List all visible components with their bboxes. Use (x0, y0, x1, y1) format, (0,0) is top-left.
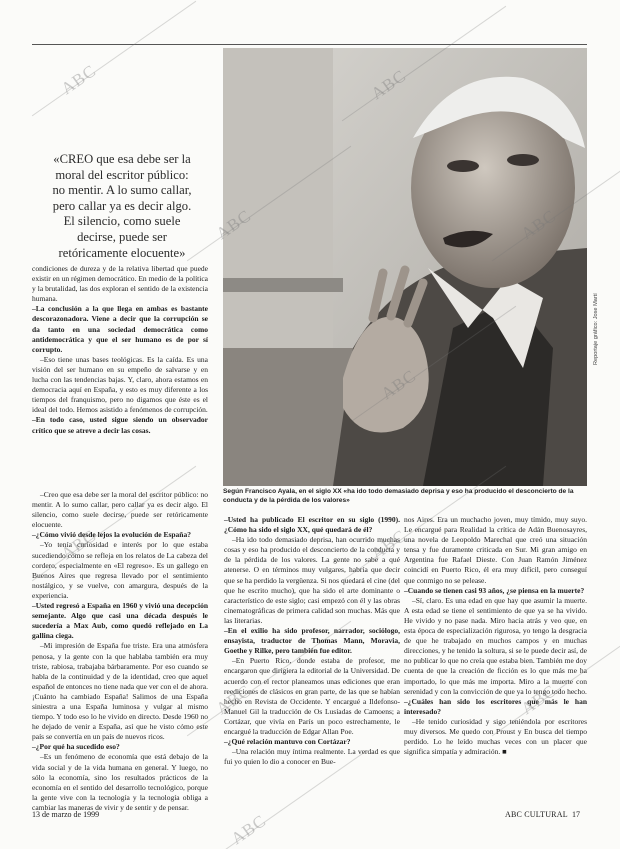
watermark: ABC (57, 525, 100, 564)
publication-name: ABC CULTURAL (505, 810, 568, 819)
watermark: ABC (377, 365, 420, 404)
paragraph: –Ha ido todo demasiado deprisa, han ocurrido muchas cosas y eso ha producido el desconcierto de la conducta y de la pérdida de los valores. La gente no sabe a qué atenerse. O en términos muy vulgares, habría que decir que se ha perdido la vergüenza. Si nos quedará el cine (del que he escrito mucho), que ha sido el arte dominante o característico de este siglo; casi empezó con él y las obras cinematográficas de primera calidad son muchas. Más que las literarias. (224, 535, 400, 625)
watermark: ABC (227, 810, 270, 849)
pull-quote-line: El silencio, como suele (63, 214, 181, 229)
pull-quote-line: pero callar ya es decir algo. (52, 198, 192, 213)
article-column-2 (224, 515, 400, 767)
paragraph: condiciones de dureza y de la relativa libertad que puede existir en un régimen democrático. En medio de la política y la brutalidad, las dos exploran el sentido de la existencia humana. (32, 264, 208, 304)
paragraph: –He tenido curiosidad y sigo teniéndola por escritores muy diversos. Me quedo con Proust y En busca del tiempo perdido. Lo he leído muchas veces con un placer que significa simpatía y admiración. ■ (404, 716, 587, 757)
question-paragraph: –¿Cómo vivió desde lejos la evolución de España? (32, 530, 191, 540)
page-number: 17 (572, 810, 580, 819)
question-paragraph: –¿Qué relación mantuvo con Cortázar? (224, 737, 351, 747)
photo-credit: Reportaje gráfico: Jose Martí (593, 293, 599, 365)
top-rule (32, 44, 587, 45)
photo-caption: Según Francisco Ayala, en el siglo XX «ha ido todo demasiado deprisa y eso ha producido el desconcierto de la conducta y de la pérdida de los valores» (223, 488, 574, 504)
watermark: ABC (367, 525, 410, 564)
question-paragraph: –Usted ha publicado El escritor en su siglo (1990). ¿Cómo ha sido el siglo XX, qué quedará de él? (224, 515, 400, 535)
question-paragraph: –En el exilio ha sido profesor, narrador, sociólogo, ensayista, traductor de Thomas Mann, Moravia, Goethe y Rilke, pero también fue editor. (224, 626, 400, 656)
pull-quote (34, 152, 210, 261)
watermark: ABC (212, 205, 255, 244)
watermark: ABC (517, 205, 560, 244)
paragraph: nos Aires. Era un muchacho joven, muy tímido, muy suyo. Le encargué para Realidad la crítica de Adán Buenosayres, una novela de Leopoldo Marechal que creó una situación tensa y fue duramente criticada en Sur. Mi gran amigo en Argentina fue Rafael Dieste. Con Juan Ramón Jiménez coincidí en Puerto Rico, él era muy difícil, pero conseguí que conmigo no se pelease. (404, 515, 587, 585)
pull-quote-line: decirse, puede ser (77, 229, 167, 244)
pull-quote-line: «CREO que esa debe ser la (53, 152, 191, 166)
paragraph: –Es un fenómeno de economía que está debajo de la vida social y de la vida humana en general. Y luego, no sólo la economía, sino los resultados prácticos de la economía en el sentido del desarrollo tecnológico, porque la gente vive con la tecnología y la tecnología obliga a cambiar las maneras de vivir y de sentir y de pensar. (32, 752, 208, 812)
question-paragraph: –Cuando se tienen casi 93 años, ¿se piensa en la muerte? (404, 585, 585, 595)
paragraph: –Una relación muy íntima realmente. La verdad es que fui yo quien lo dio a conocer en Bue- (224, 747, 400, 767)
question-paragraph: –La conclusión a la que llega en ambas es bastante descorazonadora. Viene a decir que la corrupción se da tanto en una sociedad democrática como antidemocrática y que el ser humano es de por sí corrupto. (32, 304, 208, 354)
pull-quote-line: moral del escritor público: (55, 167, 189, 182)
paragraph: –Mi impresión de España fue triste. Era una atmósfera penosa, y la gente con la que hablaba también era muy triste, rabiosa, trabajaba bárbaramente. Por eso cuando se habla de la continuidad y de la identidad, creo que aquel español de entonces no tiene nada que ver con el de ahora. ¡Cuánto ha cambiado España! Salimos de una España siniestra a una España luminosa y vulgar al mismo tiempo. Y todo eso lo he vivido en directo. Desde 1960 no he dejado de venir a España, así que he visto cómo este país se convertía en un país de nuevos ricos. (32, 641, 208, 742)
article-column-1-top (32, 264, 208, 436)
watermark: ABC (212, 680, 255, 719)
author-portrait-illustration (223, 48, 587, 486)
question-paragraph: –Usted regresó a España en 1960 y vivió una decepción semejante. Algo que casi una década después le sucedería a Max Aub, como quedó reflejado en La gallina ciega. (32, 601, 208, 641)
watermark: ABC (57, 60, 100, 99)
watermark: ABC (367, 65, 410, 104)
question-paragraph: –¿Por qué ha sucedido eso? (32, 742, 120, 752)
pull-quote-line: no mentir. A lo sumo callar, (52, 183, 192, 198)
paragraph: –Creo que esa debe ser la moral del escritor público: no mentir. A lo sumo callar, pero callar ya es decir algo. El silencio, como suele decirse, puede ser retóricamente elocuente. (32, 490, 208, 530)
pull-quote-line: retóricamente elocuente» (58, 245, 186, 260)
article-column-3 (404, 515, 587, 757)
author-photo (223, 48, 587, 486)
article-column-1-bottom (32, 490, 208, 813)
paragraph: –Yo tenía curiosidad e interés por lo que estaba sucediendo como se refleja en los relatos de La cabeza del cordero, especialmente en «El regreso». Es un gallego en Buenos Aires que regresa llevado por el sentimiento nostálgico, y se vuelve, con amargura, después de la experiencia. (32, 540, 208, 600)
paragraph: –Sí, claro. Es una edad en que hay que asumir la muerte. A esta edad se tiene el sentimiento de que ya se ha vivido. He vivido y no pase nada. Miro hacia atrás y veo que, en esta época de especialización rigurosa, yo tengo la desgracia de que he trabajado en muchos campos y en muchas direcciones, y he tenido la soltura, si se le puede decir así, de no publicar lo que no creía que estaba bien. También me doy cuenta de que la creación de ficción es lo que más me ha importado, lo que más me importa. Miro a la muerte con serenidad y con la convicción de que ya lo tengo todo hecho. (404, 595, 587, 696)
question-paragraph: –En todo caso, usted sigue siendo un observador crítico que se atreve a decir las cosas. (32, 415, 208, 435)
paragraph: –En Puerto Rico, donde estaba de profesor, me encargaron que dirigiera la editorial de la Universidad. De acuerdo con el rector planeamos unas ediciones que eran reediciones de clásicos en gran parte, de las que se habían hecho en Revista de Occidente. Y encargué a Ildefonso-Manuel Gil la traducción de Os Lusíadas de Camoens; a Cortázar, que vivía en París un poco estrechamente, le encargué la traducción de Edgar Allan Poe. (224, 656, 400, 736)
watermark: ABC (517, 680, 560, 719)
question-paragraph: –¿Cuáles han sido los escritores que más le han interesado? (404, 696, 587, 716)
paragraph: –Eso tiene unas bases teológicas. Es la caída. Es una visión del ser humano en su empeño de salvarse y en lucha con las tendencias bajas. Y, claro, ahora estamos en democracia aquí en España, y esto es muy diferente a los tiempos del franquismo, pero no digamos que éste es el ideal del todo. Hemos asistido a fenómenos de corrupción. (32, 354, 208, 415)
issue-date: 13 de marzo de 1999 (32, 810, 100, 819)
